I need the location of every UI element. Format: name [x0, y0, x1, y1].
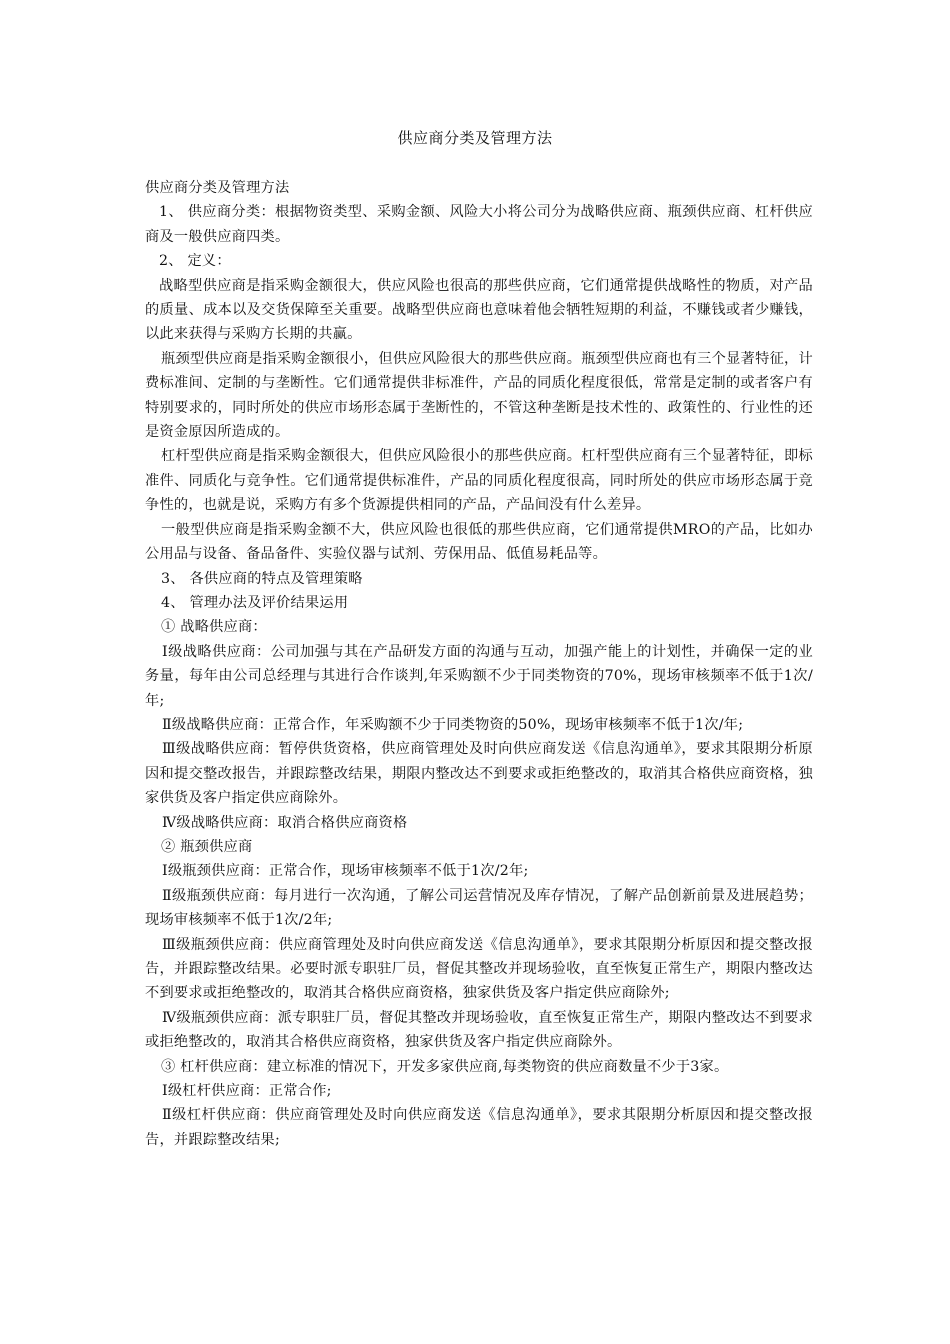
paragraph-classification: 1、 供应商分类：根据物资类型、采购金额、风险大小将公司分为战略供应商、瓶颈供应商、杠杆供应商及一般供应商四类。 [145, 204, 813, 245]
paragraph-bottleneck-level-1: Ⅰ级瓶颈供应商：正常合作，现场审核频率不低于1次/2年; [162, 863, 529, 880]
paragraph-strategic-heading: ① 战略供应商： [161, 619, 267, 636]
paragraph-strategic-level-2: Ⅱ级战略供应商：正常合作，年采购额不少于同类物资的50%，现场审核频率不低于1次/年; [162, 716, 744, 733]
paragraph-strategic-level-4: Ⅳ级战略供应商：取消合格供应商资格 [162, 814, 408, 831]
paragraph-leverage-level-1: Ⅰ级杠杆供应商：正常合作; [162, 1083, 332, 1100]
paragraph-strategic-level-3: Ⅲ级战略供应商：暂停供货资格，供应商管理处及时向供应商发送《信息沟通单》，要求其限期分析原因和提交整改报告，并跟踪整改结果，期限内整改达不到要求或拒绝整改的，取消其合格供应商资格，独家供货及客户指定供应商除外。 [145, 741, 813, 807]
document-body [145, 176, 813, 1152]
paragraph-leverage-definition: 杠杆型供应商是指采购金额很大，但供应风险很小的那些供应商。杠杆型供应商有三个显著特征，即标准件、同质化与竞争性。它们通常提供标准件，产品的同质化程度很高，同时所处的供应市场形态属于竞争性的，也就是说，采购方有多个货源提供相同的产品，产品间没有什么差异。 [145, 448, 813, 514]
paragraph-leverage-heading: ③ 杠杆供应商：建立标准的情况下，开发多家供应商,每类物资的供应商数量不少于3家。 [161, 1058, 729, 1075]
paragraph-management-heading: 4、 管理办法及评价结果运用 [161, 594, 349, 611]
paragraph-leverage-level-2: Ⅱ级杠杆供应商：供应商管理处及时向供应商发送《信息沟通单》，要求其限期分析原因和提交整改报告，并跟踪整改结果; [145, 1107, 813, 1148]
paragraph-bottleneck-definition: 瓶颈型供应商是指采购金额很小，但供应风险很大的那些供应商。瓶颈型供应商也有三个显著特征，计费标准间、定制的与垄断性。它们通常提供非标准件，产品的同质化程度很低，常常是定制的或者客户有特别要求的，同时所处的供应市场形态属于垄断性的，不管这种垄断是技术性的、政策性的、行业性的还是资金原因所造成的。 [145, 350, 813, 441]
paragraph-bottleneck-level-4: Ⅳ级瓶颈供应商：派专职驻厂员，督促其整改并现场验收，直至恢复正常生产，期限内整改达不到要求或拒绝整改的，取消其合格供应商资格，独家供货及客户指定供应商除外。 [145, 1009, 813, 1051]
paragraph-strategy-heading: 3、 各供应商的特点及管理策略 [161, 570, 363, 587]
paragraph-strategic-level-1: Ⅰ级战略供应商：公司加强与其在产品研发方面的沟通与互动，加强产能上的计划性，并确保一定的业务量，每年由公司总经理与其进行合作谈判,年采购额不少于同类物资的70%，现场审核频率不低于1次/年; [145, 643, 813, 709]
paragraph-bottleneck-level-2: Ⅱ级瓶颈供应商：每月进行一次沟通，了解公司运营情况及库存情况，了解产品创新前景及进展趋势；现场审核频率不低于1次/2年; [145, 887, 813, 929]
paragraph-strategic-definition: 战略型供应商是指采购金额很大，供应风险也很高的那些供应商，它们通常提供战略性的物质，对产品的质量、成本以及交货保障至关重要。战略型供应商也意味着他会牺牲短期的利益，不赚钱或者少赚钱，以此来获得与采购方长期的共赢。 [145, 277, 813, 343]
document-title: 供应商分类及管理方法 [397, 129, 553, 147]
paragraph-bottleneck-heading: ② 瓶颈供应商 [161, 838, 253, 855]
paragraph-definition-heading: 2、 定义： [159, 253, 231, 270]
body-heading: 供应商分类及管理方法 [145, 180, 290, 196]
paragraph-bottleneck-level-3: Ⅲ级瓶颈供应商：供应商管理处及时向供应商发送《信息沟通单》，要求其限期分析原因和提交整改报告，并跟踪整改结果。必要时派专职驻厂员，督促其整改并现场验收，直至恢复正常生产，期限内整改达不到要求或拒绝整改的，取消其合格供应商资格，独家供货及客户指定供应商除外; [145, 936, 813, 1002]
paragraph-general-definition: 一般型供应商是指采购金额不大，供应风险也很低的那些供应商，它们通常提供MRO的产品，比如办公用品与设备、备品备件、实验仪器与试剂、劳保用品、低值易耗品等。 [145, 521, 813, 563]
